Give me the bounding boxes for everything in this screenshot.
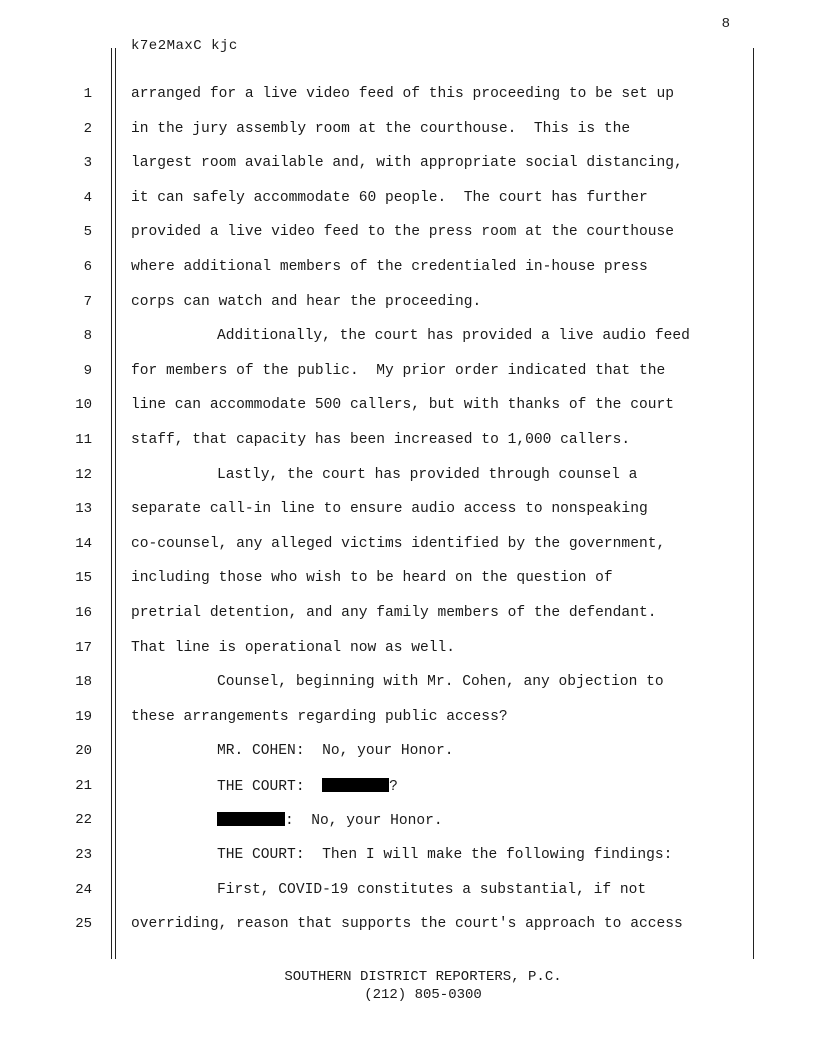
line-number: 4 [83,189,92,206]
transcript-line [0,250,816,285]
footer-phone: (212) 805-0300 [364,987,482,1003]
line-number: 15 [75,570,92,587]
transcript-line [0,769,816,804]
transcript-line [0,596,816,631]
transcript-lines [0,77,816,942]
line-text: in the jury assembly room at the courthouse. This is the [131,120,631,137]
line-text: That line is operational now as well. [131,639,456,656]
line-suffix: : No, your Honor. [285,813,443,830]
line-text: provided a live video feed to the press room at the courthouse [131,224,674,241]
transcript-line [0,527,816,562]
line-text: First, COVID-19 constitutes a substantial, if not [217,881,647,898]
line-number: 21 [75,777,92,794]
transcript-line [0,838,816,873]
redaction-block [217,812,285,826]
transcript-line [0,700,816,735]
transcript-line [0,423,816,458]
line-text: Lastly, the court has provided through counsel a [217,466,638,483]
line-number: 3 [83,155,92,172]
transcript-line [0,561,816,596]
redaction-block [322,778,389,792]
footer-reporter-name: SOUTHERN DISTRICT REPORTERS, P.C. [284,969,562,985]
line-number: 10 [75,397,92,414]
line-text: Additionally, the court has provided a live audio feed [217,328,690,345]
line-text [131,778,398,795]
line-text: for members of the public. My prior order indicated that the [131,362,666,379]
line-text: largest room available and, with appropriate social distancing, [131,155,683,172]
line-text: separate call-in line to ensure audio access to nonspeaking [131,501,648,518]
line-text: pretrial detention, and any family members of the defendant. [131,604,657,621]
line-number: 2 [83,120,92,137]
line-text [131,812,443,829]
line-number: 6 [83,258,92,275]
transcript-line [0,803,816,838]
line-text: staff, that capacity has been increased to 1,000 callers. [131,431,631,448]
transcript-line [0,285,816,320]
line-number: 17 [75,639,92,656]
line-number: 8 [83,328,92,345]
line-suffix: ? [389,778,398,795]
line-text: arranged for a live video feed of this proceeding to be set up [131,86,674,102]
footer [0,968,816,1004]
transcript-line [0,181,816,216]
line-text: MR. COHEN: No, your Honor. [217,743,454,760]
line-text: line can accommodate 500 callers, but with thanks of the court [131,397,674,414]
line-number: 23 [75,847,92,864]
transcript-line [0,458,816,493]
transcript-line [0,77,816,112]
transcript-line [0,112,816,147]
transcript-line [0,665,816,700]
transcript-line [0,907,816,942]
line-number: 24 [75,881,92,898]
line-text: it can safely accommodate 60 people. The court has further [131,189,648,206]
line-text: corps can watch and hear the proceeding. [131,293,482,310]
transcript-line [0,388,816,423]
line-number: 13 [75,501,92,518]
speaker-prefix: THE COURT: [217,778,323,795]
line-number: 16 [75,604,92,621]
line-text: where additional members of the credentialed in-house press [131,258,648,275]
line-number: 12 [75,466,92,483]
transcript-line [0,215,816,250]
line-text: overriding, reason that supports the court's approach to access [131,916,683,933]
line-number: 9 [83,362,92,379]
transcript-line [0,492,816,527]
line-number: 22 [75,812,92,829]
line-number: 14 [75,535,92,552]
transcript-line [0,734,816,769]
line-number: 7 [83,293,92,310]
line-text: co-counsel, any alleged victims identified by the government, [131,535,666,552]
line-text: Counsel, beginning with Mr. Cohen, any objection to [217,674,664,691]
transcript-line [0,873,816,908]
transcript-line [0,354,816,389]
line-number: 1 [83,86,92,102]
line-text: THE COURT: Then I will make the following findings: [217,847,673,864]
line-text: including those who wish to be heard on the question of [131,570,613,587]
line-number: 11 [75,431,92,448]
transcript-line [0,631,816,666]
page-number: 8 [721,16,730,32]
line-number: 19 [75,708,92,725]
header-code: k7e2MaxC kjc [131,38,238,54]
line-number: 25 [75,916,92,933]
line-number: 20 [75,743,92,760]
transcript-line [0,319,816,354]
line-text: these arrangements regarding public access? [131,708,508,725]
line-number: 18 [75,674,92,691]
line-number: 5 [83,224,92,241]
transcript-line [0,146,816,181]
